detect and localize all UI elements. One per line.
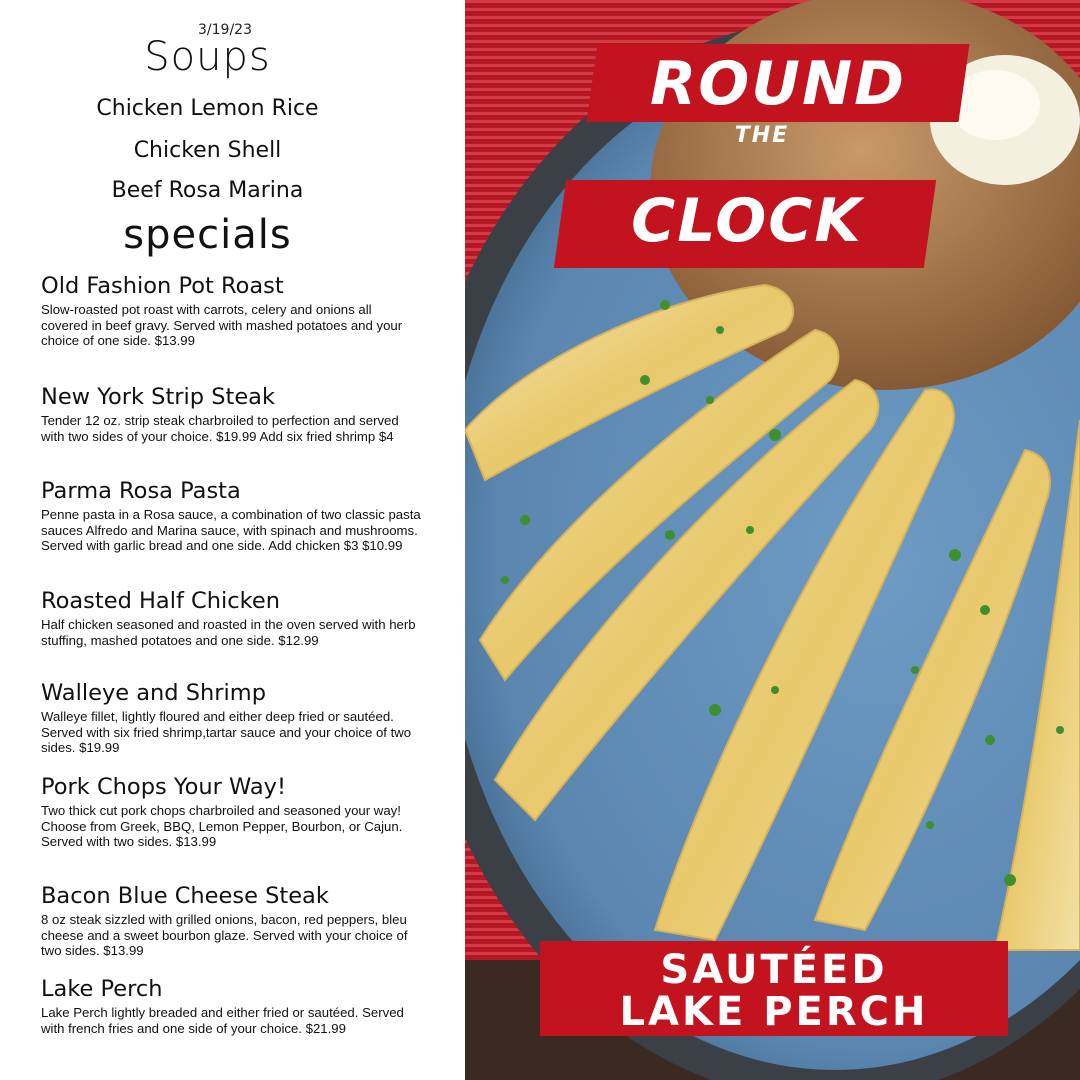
special-description: Penne pasta in a Rosa sauce, a combination of two classic pasta sauces Alfredo and Marina sauce, with spinach and mushrooms. Served with garlic bread and one side. Add chicken $3 $10.99 xyxy=(41,507,421,553)
featured-dish-banner xyxy=(540,941,1008,1036)
special-description: 8 oz steak sizzled with grilled onions, bacon, red peppers, bleu cheese and a sweet bourbon glaze. Served with your choice of two sides. $13.99 xyxy=(41,912,408,958)
special-name: Parma Rosa Pasta xyxy=(41,478,241,504)
special-item xyxy=(41,272,421,349)
special-name: Pork Chops Your Way! xyxy=(41,774,286,800)
logo-round: ROUND xyxy=(650,49,906,119)
menu-panel xyxy=(0,0,465,1080)
special-item xyxy=(41,587,421,648)
special-description: Walleye fillet, lightly floured and either deep fried or sautéed. Served with six fried shrimp,tartar sauce and your choice of two sides. $19.99 xyxy=(41,709,412,755)
special-description: Slow-roasted pot roast with carrots, celery and onions all covered in beef gravy. Served with mashed potatoes and your choice of one side. $13.99 xyxy=(41,302,403,348)
special-name: Old Fashion Pot Roast xyxy=(41,273,284,299)
special-item xyxy=(41,773,421,850)
special-name: Roasted Half Chicken xyxy=(41,588,280,614)
special-description: Lake Perch lightly breaded and either fried or sautéed. Served with french fries and one side of your choice. $21.99 xyxy=(41,1005,404,1036)
specials-heading: specials xyxy=(123,212,292,258)
special-name: Bacon Blue Cheese Steak xyxy=(41,883,329,909)
special-description: Two thick cut pork chops charbroiled and seasoned your way! Choose from Greek, BBQ, Lemon Pepper, Bourbon, or Cajun. Served with two sides. $13.99 xyxy=(41,803,403,849)
featured-dish-line2: LAKE PERCH xyxy=(619,989,929,1035)
soup-item: Chicken Shell xyxy=(133,138,282,163)
special-description: Half chicken seasoned and roasted in the oven served with herb stuffing, mashed potatoes and one side. $12.99 xyxy=(41,617,416,648)
special-item xyxy=(41,383,421,444)
logo-the: THE xyxy=(734,123,790,148)
special-item xyxy=(41,477,421,554)
featured-dish-line1: SAUTÉED xyxy=(660,947,888,993)
menu-date: 3/19/23 xyxy=(198,22,252,38)
special-item xyxy=(41,679,421,756)
special-name: Walleye and Shrimp xyxy=(41,680,266,706)
special-name: Lake Perch xyxy=(41,976,163,1002)
special-name: New York Strip Steak xyxy=(41,384,275,410)
logo-clock: CLOCK xyxy=(631,186,863,256)
round-the-clock-logo xyxy=(592,44,964,256)
soup-item: Beef Rosa Marina xyxy=(111,178,304,203)
soups-heading: Soups xyxy=(144,34,271,80)
soup-item: Chicken Lemon Rice xyxy=(96,96,319,121)
special-description: Tender 12 oz. strip steak charbroiled to perfection and served with two sides of your choice. $19.99 Add six fried shrimp $4 xyxy=(41,413,399,444)
special-item xyxy=(41,882,421,959)
special-item xyxy=(41,975,421,1036)
